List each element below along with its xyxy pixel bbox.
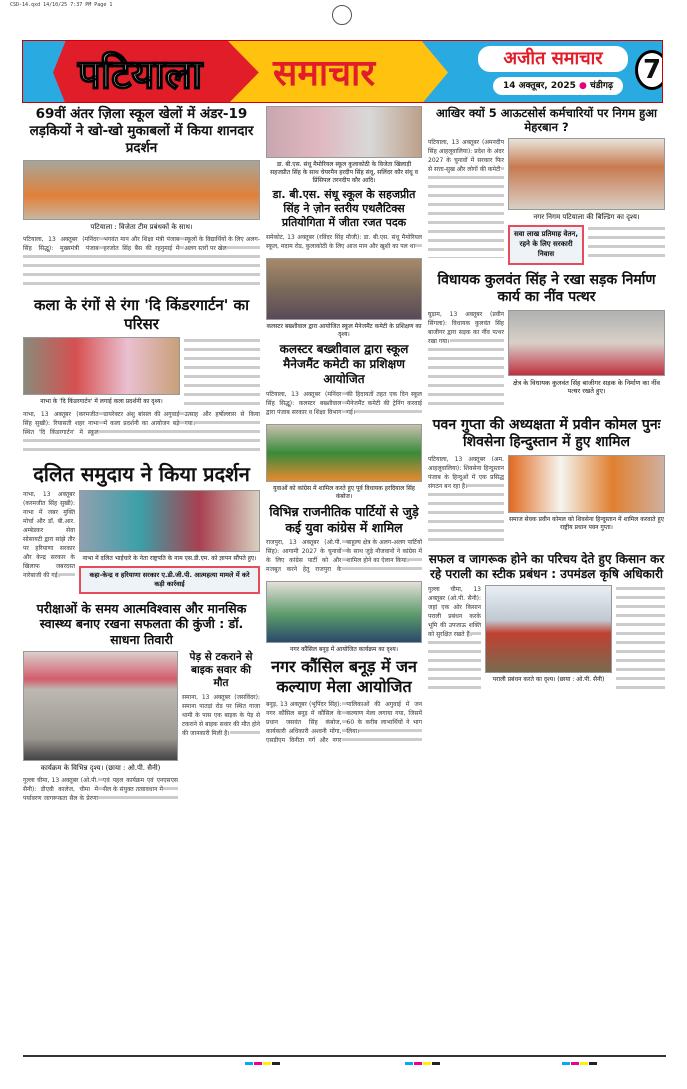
photo-school [266,106,422,158]
photo-caption: नाभा में दलित भाईचारे के नेता राष्ट्रपति के नाम एस.डी.एम. को ज्ञापन सौंपते हुए। [82,554,257,562]
article-body [266,233,422,251]
highlight-box: सवा लाख प्रतिमाह वेतन, रहने के लिए सरकारी निवास [508,225,584,264]
page-footer [23,1055,666,1057]
article-text: गुल्ला चीमा, 13 अक्तूबर (ओ.पी. सैनी): जहां एक ओर किसान पराली प्रबंधन करके भूमि की उपजाऊ शक्ति को सुरक्षित रखते हैं। [428,585,481,638]
section-title: पटियाला [78,51,203,98]
photo-council [266,581,422,643]
headline: कला के रंगों से रंगा 'दि किंडरगार्टन' का परिसर [34,296,249,333]
section-title-2: समाचार [273,52,376,94]
article-body [588,225,665,261]
article-text: नाभा, 13 अक्तूबर (करमजीत सिंह सुखी): रियासती शहर नाभा स्थित 'दि किंडरगार्टन' में स्कूल डायरेक्टर अंशु बांसल की अगुवाई में कला प्रदर्शनी का आयोजन बड़े उत्साह और हर्षोल्लास से किया गया। [23,410,260,436]
photo-caption: नगर कौंसिल बनूड़ में आयोजित कार्यक्रम का दृश्य। [290,646,398,654]
photo-caption: नाभा के 'दि किंडरगार्टन' में लगाई कला प्रदर्शनी का दृश्य। [40,397,163,405]
print-slug: CSD-14.qxd 14/10/25 7:37 PM Page 1 [10,2,113,8]
photo-team [23,160,260,220]
photo-training [266,258,422,320]
headline: परीक्षाओं के समय आत्मविश्वास और मानसिक स्वास्थ्य बनाए रखना सफलता की कुंजी : डॉ. साधना तिवारी [36,600,247,648]
headline: डा. बी.एस. संधू स्कूल के सहजप्रीत सिंह ने ज़ोन स्तरीय एथलैटिक्स प्रतियोगिता में जीता रजत पदक [272,188,416,229]
date: 14 अक्तूबर, 2025 [502,81,576,91]
article-body [23,776,178,803]
article-bike-accident [182,651,260,738]
color-bar [245,1062,280,1065]
bottom-rule [23,1055,666,1057]
article-body [266,390,422,417]
article-text: समाना, 13 अक्तूबर (जसविंदर): समाना पातड़ां रोड पर स्थित गाजा थामी के पास एक बाइक के पेड़ से टकराने से बाइक सवार की मौत होने की जानकारी मिली है। [182,694,260,738]
headline: विभिन्न राजनीतिक पार्टियों से जुड़े कई युवा कांग्रेस में शामिल [269,503,419,535]
article-text: नाभा, 13 अक्तूबर (करमजीत सिंह सुखी): नाभा में जबर मुक्ति मोर्चा और डॉ. बी.आर. अम्बेडकर सेवा सोसायटी द्वारा सांझे तौर पर हरियाणा सरकार और केन्द्र सरकार के खिलाफ जबरदस्त नारेबाजी की गई। [23,490,75,579]
photo-tractor [485,585,612,673]
highlight-box: कहा-केन्द्र व हरियाणा सरकार ए.डी.जी.पी. आत्महत्या मामले में करे कड़ी कार्रवाई [79,566,260,594]
photo-building [508,138,665,210]
photo-caption: कार्यक्रम के विभिन्न दृश्य। (छाया : ओ.पी. सैनी) [40,763,161,772]
photo-foundation-stone [508,310,665,376]
city: चंडीगढ़ [590,81,614,91]
article-body [428,310,504,410]
photo-kindergarten [23,337,180,395]
article-text: बनूड़, 13 अक्तूबर (भूपिंदर सिंह): नगर कौंसिल बनूड़ में कौंसिल के प्रधान जसवंत सिंह कंबोज, कार्यकारी अधिकारी अश्वनी मोंगा, एसडीएम विनीता गर्ग और नगर पालिकाओं की अगुवाई में जन कल्याण मेला लगाया गया, जिसमें 60 के करीब लाभार्थियों ने भाग लिया। [266,701,422,745]
photo-caption: डा. बी.एस. संधू मैमोरियल स्कूल कुलाकोठी के विजेता खिलाड़ी सहजप्रीत सिंह के साथ चेयरमैन हरदीप सिंह संधू, सलिंदर कौर संधू व प्रिंसिपल तरनदीप कौर आदि। [270,161,418,185]
photo-caption: नगर निगम पटियाला की बिल्डिंग का दृश्य। [533,212,640,221]
page-number: 7 [635,50,663,90]
registration-mark-icon [332,5,352,25]
photo-caption: कलस्टर बख्शीवाल द्वारा आयोजित स्कूल मैनेजमैंट कमेटी के प्रशिक्षण का दृश्य। [266,322,422,338]
article-congress [266,424,422,574]
dot-icon: ● [579,81,587,91]
article-text: पटियाला, 13 अक्तूबर (अमनदीप सिंह आहलूवालिया): प्रदेश के अंदर 2027 के चुनावों में सरकार फिर से सत्ता-सुख और लोगों की कमेटी [428,138,504,173]
headline: 69वीं अंतर ज़िला स्कूल खेलों में अंडर-19 लड़कियों ने खो-खो मुकाबलों में किया शानदार प्रदर्शन [29,106,254,156]
article-athletics [266,106,422,251]
photo-shivsena [508,455,665,513]
headline: पेड़ से टकराने से बाइक सवार की मौत [189,650,253,689]
photo-caption: क्षेत्र के विधायक कुलवंत सिंह बाजीगर सड़क के निर्माण का नींव पत्थर रखते हुए। [512,378,661,396]
article-text: पटियाला, 13 अक्तूबर (अम. आहलूवालिया): शिवसेना हिन्दुस्तान पंजाब के हिन्दुओं में एक प्रसिद्ध संगठन बन रहा है। [428,455,504,490]
photo-congress [266,424,422,482]
article-outsource [428,106,665,265]
article-text: घुड़ाम, 13 अक्तूबर (प्रवीन सिंगला): विधायक कुलवंत सिंह बाजीगर द्वारा सड़क का नींव पत्थर रखा गया। [428,310,504,345]
headline: नगर कौंसिल बनूड़ में जन कल्याण मेला आयोजित [271,657,417,697]
color-bar [405,1062,440,1065]
photo-caption: पटियाला : विजेता टीम प्रबंधकों के साथ। [90,222,193,231]
article-body [182,693,260,738]
article-body [23,410,260,455]
article-body [184,337,260,407]
masthead [22,40,663,103]
article-council [266,581,422,745]
middle-column [266,106,422,745]
article-dalit-protest [23,462,260,594]
article-body [428,455,504,545]
edition-date [493,77,623,95]
photo-caption: समाज सेवक प्रवीन कोमल को शिवसेना हिन्दुस्तान में शामिल करवाते हुए राष्ट्रीय प्रधान पवन गुप्ता। [509,515,664,531]
article-road-foundation [428,272,665,410]
article-body [616,585,665,695]
article-cluster-training [266,258,422,417]
article-body [428,585,481,695]
article-text: समेकोट, 13 अक्तूबर (रविंदर सिंह मौजी): डा. बी.एस. संधू मैमोरियल स्कूल, मदाम रोड, कुलाकोठी के लिए आज मान और खुशी का पल था [266,233,422,250]
article-body [23,235,260,289]
article-khokho [23,106,260,289]
headline: आखिर क्यों 5 आऊटसोर्स कर्मचारियों पर निगम हुआ मेहरबान ? [436,106,657,135]
headline: दलित समुदाय ने किया प्रदर्शन [33,461,250,486]
color-bar [562,1062,597,1065]
right-column [428,106,665,695]
left-column [23,106,260,803]
photo-seminar [23,651,178,761]
article-text: पटियाला, 13 अक्तूबर (मनिंदर सिंह सिद्धू): मुख्यमंत्री पंजाब भगवंत मान और शिक्षा मंत्री पंजाब हरजोत सिंह बैंस की रहनुमाई में स्कूलों के विद्यार्थियों के लिए अलग-अलग स्तरों पर खेल [23,236,260,253]
article-shivsena [428,417,665,545]
article-text: राजपुरा, 13 अक्तूबर (ओ.पी. सिंह): आगामी 2027 के चुनावों के लिए कांग्रेस पार्टी को और मजबूत करने हेतु राजपुरा के बाहुल्य क्षेत्र के अलग-अलग पार्टियों के साथ जुड़े नौजवानों ने कांग्रेस में शामिल होने का ऐलान किया। [266,539,422,574]
article-body [428,138,504,258]
article-exams [23,601,260,803]
photo-caption: युवाओं को कांग्रेस में शामिल करते हुए पूर्व विधायक हरदियाल सिंह कंबोज। [272,484,415,500]
article-body [23,490,75,580]
headline: सफल व जागरूक होने का परिचय देते हुए किसान कर रहे पराली का स्टीक प्रबंधन : उपमंडल कृषि अधिकारी [428,551,665,581]
photo-protest [79,490,260,552]
photo-caption: पराली प्रबंधन करते का दृश्य। (छाया : ओ.पी. सैनी) [492,675,605,683]
article-body [266,700,422,745]
headline: विधायक कुलवंत सिंह ने रखा सड़क निर्माण कार्य का नींव पत्थर [437,271,656,306]
article-text: गुल्ला चीमा, 13 अक्तूबर (ओ.पी. सैनी): डीएवी कालेज, चीमा में पर्यावरण जागरूकता सैल के प्रेरणा एवं पहल कार्यक्रम एवं एनएसएस सैल के संयुक्त तत्वावधान में [23,777,178,803]
article-text: पटियाला, 13 अक्तूबर (मनिंदर सिंह सिद्धू): कलस्टर बख्शीवाल द्वारा पंजाब सरकार व शिक्षा विभाग की हिदायतों तहत एक दिन स्कूल मैनेजमैंट कमेटी की ट्रेनिंग करवाई गई। [266,390,422,416]
headline: कलस्टर बख्शीवाल द्वारा स्कूल मैनेजमैंट कमेटी का प्रशिक्षण आयोजित [279,341,409,386]
article-kindergarten [23,296,260,455]
article-stubble [428,552,665,695]
headline: पवन गुप्ता की अध्यक्षता में प्रवीन कोमल पुनः शिवसेना हिन्दुस्तान में हुए शामिल [432,416,661,451]
newspaper-brand: अजीत समाचार [478,46,628,72]
article-body [266,538,422,574]
